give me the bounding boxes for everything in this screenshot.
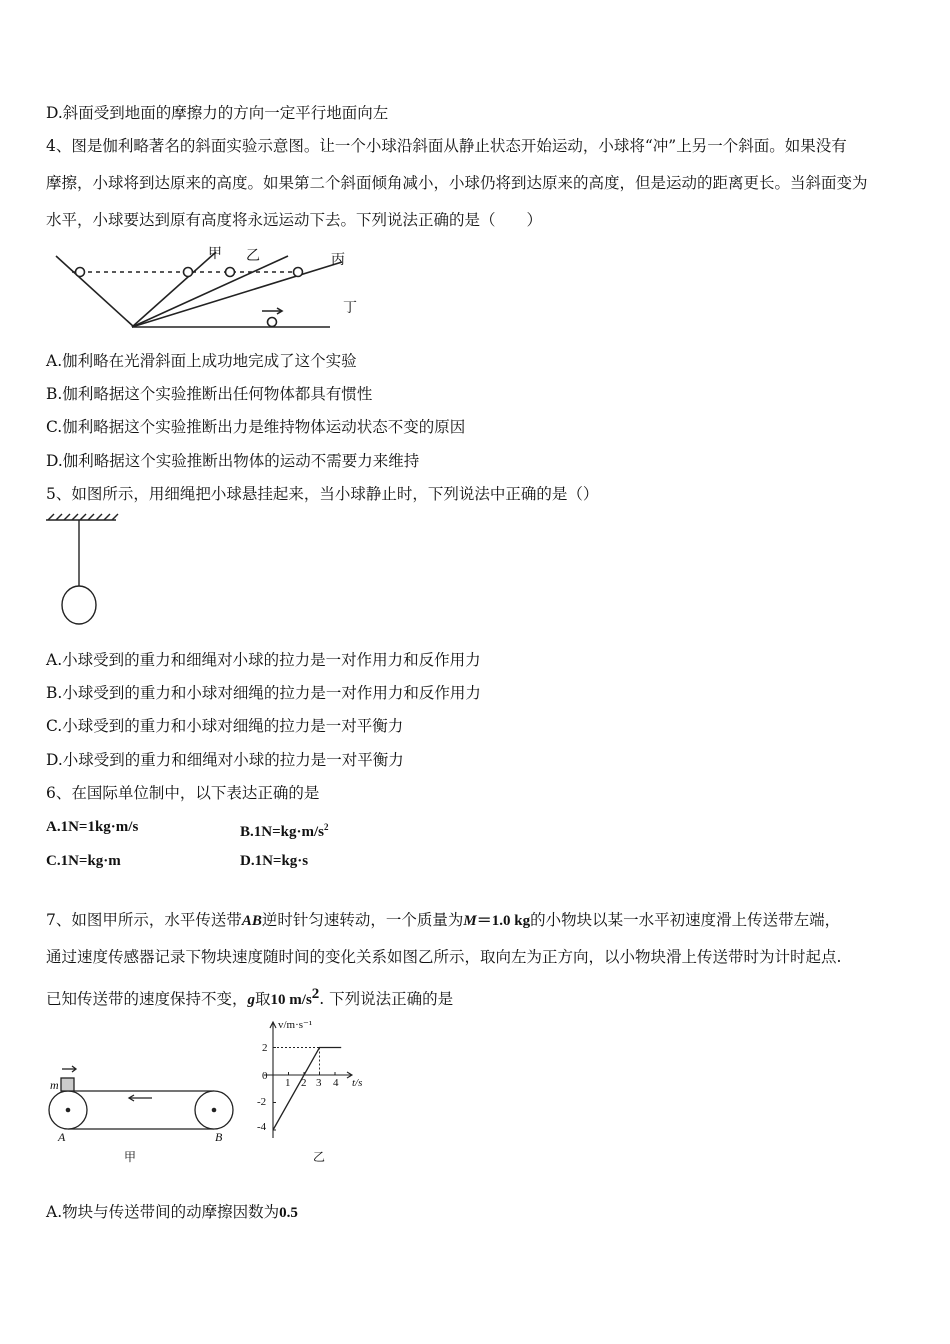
label-m: m	[50, 1078, 59, 1092]
q5-option-b: B.小球受到的重力和小球对细绳的拉力是一对作用力和反作用力	[46, 684, 481, 702]
q4-option-c: C.伽利略据这个实验推断出力是维持物体运动状态不变的原因	[46, 418, 466, 436]
q7-option-a: A.物块与传送带间的动摩擦因数为0.5	[46, 1203, 298, 1221]
q4-option-b: B.伽利略据这个实验推断出任何物体都具有惯性	[46, 385, 373, 403]
y-tick-neg4: -4	[257, 1121, 267, 1133]
q7-conveyor-figure	[44, 1060, 244, 1170]
q5-option-c: C.小球受到的重力和小球对细绳的拉力是一对平衡力	[46, 717, 404, 735]
q3-option-d: D.斜面受到地面的摩擦力的方向一定平行地面向左	[46, 104, 389, 122]
y-tick-2: 2	[262, 1042, 268, 1054]
q7-stem-line1: 7、如图甲所示，水平传送带AB逆时针匀速转动，一个质量为M＝1.0 kg的小物块以某一水平初速度滑上传送带左端，	[46, 911, 841, 929]
label-jia: 甲	[208, 247, 222, 262]
q7-stem-line3: 已知传送带的速度保持不变，g取10 $m/s^2$. 下列说法正确的是	[46, 986, 454, 1009]
q4-stem-line2: 摩擦，小球将到达原来的高度。如果第二个斜面倾角减小，小球仍将到达原来的高度，但是运动的距离更长。当斜面变为	[46, 174, 868, 192]
x-tick-1: 1	[285, 1077, 291, 1089]
origin-label: 0	[262, 1070, 268, 1082]
velocity-series-line	[273, 1048, 341, 1131]
x-tick-2: 2	[301, 1077, 307, 1089]
caption-yi: 乙	[313, 1150, 326, 1164]
label-b: B	[215, 1130, 223, 1144]
q4-incline-figure	[50, 242, 370, 337]
label-a: A	[58, 1130, 66, 1144]
q5-option-a: A.小球受到的重力和细绳对小球的拉力是一对作用力和反作用力	[46, 651, 481, 669]
q5-option-d: D.小球受到的重力和细绳对小球的拉力是一对平衡力	[46, 751, 404, 769]
label-bing: 丙	[331, 253, 345, 268]
q7-stem-line2: 通过速度传感器记录下物块速度随时间的变化关系如图乙所示，取向左为正方向，以小物块滑上传送带时为计时起点.	[46, 948, 842, 966]
x-axis-label: t/s	[352, 1077, 363, 1089]
q4-option-a: A.伽利略在光滑斜面上成功地完成了这个实验	[46, 352, 357, 370]
y-tick-neg2: -2	[257, 1096, 267, 1108]
q6-option-c: C.1N=kg·m	[46, 853, 121, 869]
q6-stem: 6、在国际单位制中，以下表达正确的是	[46, 784, 320, 802]
q6-option-d: D.1N=kg·s	[240, 853, 309, 869]
caption-jia: 甲	[124, 1150, 137, 1164]
q4-stem-line3: 水平，小球要达到原有高度将永远运动下去。下列说法正确的是（ ）	[46, 211, 543, 229]
q4-stem-line1: 4、图是伽利略著名的斜面实验示意图。让一个小球沿斜面从静止状态开始运动，小球将“冲”上另一个斜面。如果没有	[46, 137, 847, 155]
x-tick-4: 4	[333, 1077, 339, 1089]
label-yi: 乙	[246, 249, 260, 264]
q6-option-b: $B.1N=kg\cdot m/s^2$	[240, 822, 329, 840]
q7-vt-graph	[250, 1016, 380, 1168]
x-tick-3: 3	[316, 1077, 322, 1089]
q5-stem: 5、如图所示，用细绳把小球悬挂起来，当小球静止时，下列说法中正确的是（）	[46, 485, 599, 503]
label-ding: 丁	[343, 301, 357, 316]
q6-option-a: A.1N=1kg·m/s	[46, 819, 139, 835]
y-axis-label: v/m·s⁻¹	[278, 1019, 313, 1031]
q5-pendulum-figure	[44, 510, 124, 630]
q4-option-d: D.伽利略据这个实验推断出物体的运动不需要力来维持	[46, 452, 420, 470]
